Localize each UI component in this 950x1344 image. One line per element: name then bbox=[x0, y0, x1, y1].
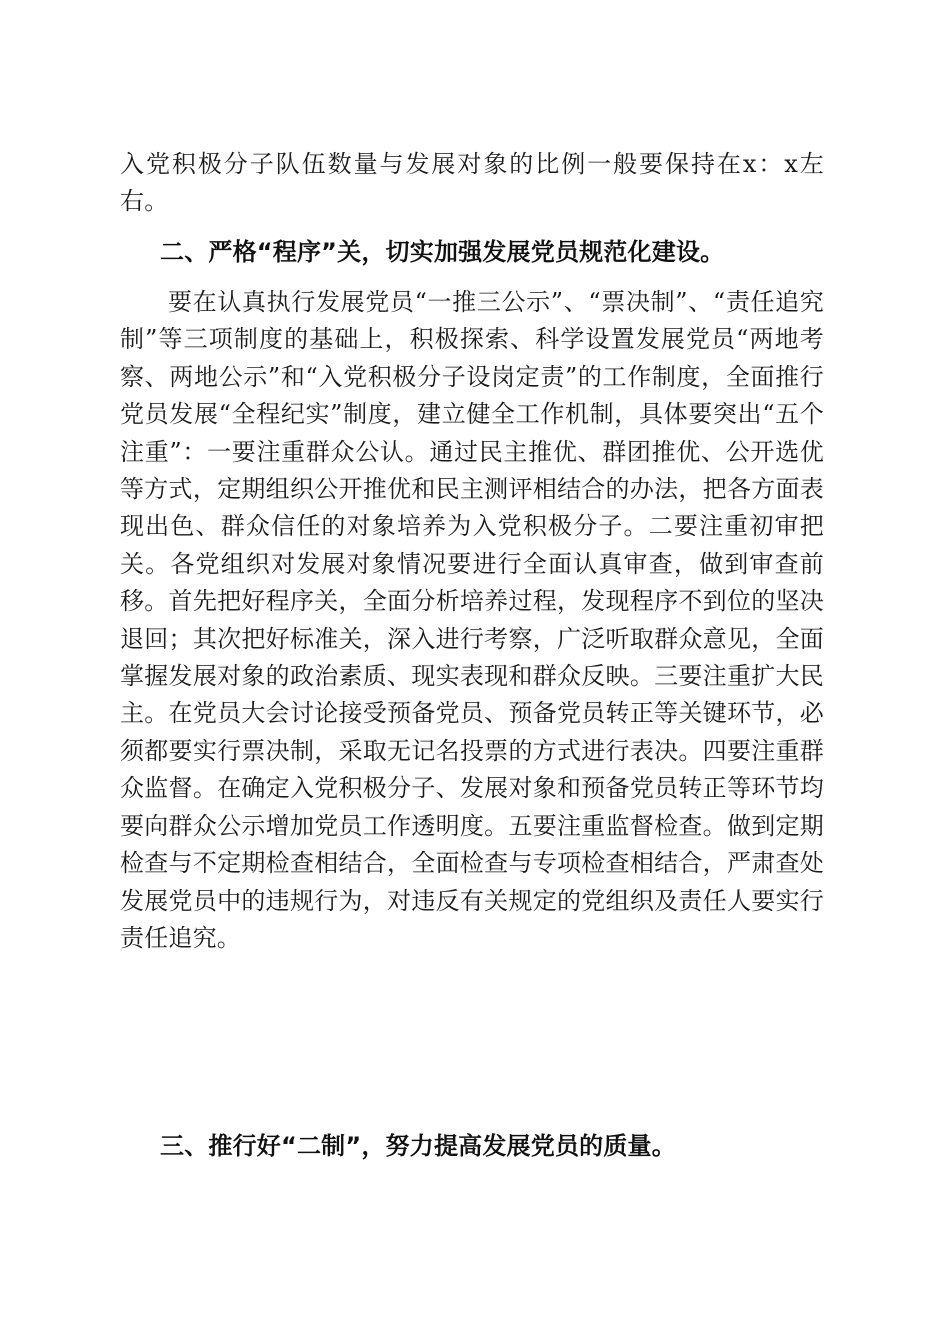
section-two-body-block bbox=[120, 284, 824, 957]
section-three-heading: 三、推行好“二制”，努力提高发展党员的质量。 bbox=[160, 1132, 676, 1160]
section-two-body: 要在认真执行发展党员“一推三公示”、“票决制”、“责任追究制”等三项制度的基础上，积极探索、科学设置发展党员“两地考察、两地公示”和“入党积极分子设岗定责”的工作制度，全面推行党员发展“全程纪实”制度，建立健全工作机制，具体要突出“五个注重”：一要注重群众公认。通过民主推优、群团推优、公开选优等方式，定期组织公开推优和民主测评相结合的办法，把各方面表现出色、群众信任的对象培养为入党积极分子。二要注重初审把关。各党组织对发展对象情况要进行全面认真审查，做到审查前移。首先把好程序关，全面分析培养过程，发现程序不到位的坚决退回；其次把好标准关，深入进行考察，广泛听取群众意见，全面掌握发展对象的政治素质、现实表现和群众反映。三要注重扩大民主。在党员大会讨论接受预备党员、预备党员转正等关键环节，必须都要实行票决制，采取无记名投票的方式进行表决。四要注重群众监督。在确定入党积极分子、发展对象和预备党员转正等环节均要向群众公示增加党员工作透明度。五要注重监督检查。做到定期检查与不定期检查相结合，全面检查与专项检查相结合，严肃查处发展党员中的违规行为，对违反有关规定的党组织及责任人要实行责任追究。 bbox=[120, 288, 824, 952]
intro-paragraph: 入党积极分子队伍数量与发展对象的比例一般要保持在x：x左右。 bbox=[120, 150, 824, 216]
section-two-heading: 二、严格“程序”关，切实加强发展党员规范化建设。 bbox=[160, 238, 725, 266]
intro-block bbox=[120, 146, 824, 221]
section-two-heading-block bbox=[120, 234, 824, 271]
section-three-heading-block bbox=[120, 1128, 824, 1165]
